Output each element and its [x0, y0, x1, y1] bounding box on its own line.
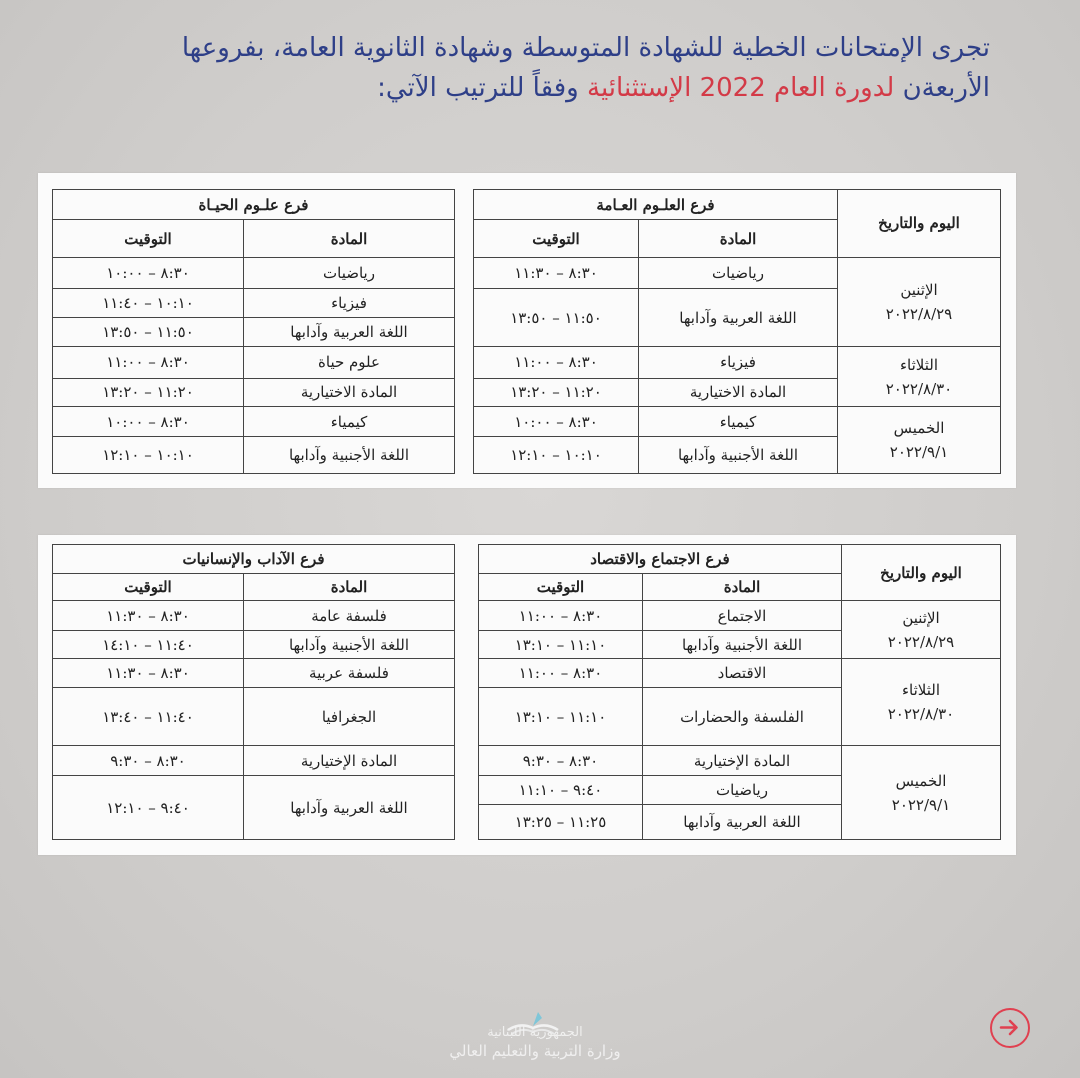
time-cell: ١١:٢٠ – ١٣:٢٠: [474, 378, 639, 406]
subject-cell: فلسفة عربية: [244, 659, 455, 688]
life-sciences-table: [52, 189, 455, 474]
time-cell: ٨:٣٠ – ١١:٣٠: [53, 659, 244, 688]
heading-line-2-start: الأربعةن: [894, 73, 990, 103]
subject-cell: رياضيات: [639, 257, 838, 288]
time-header: التوقيت: [479, 574, 643, 601]
time-cell: ٨:٣٠ – ١١:٣٠: [474, 257, 639, 288]
subject-cell: المادة الإختيارية: [643, 746, 842, 776]
subject-header: المادة: [639, 220, 838, 258]
subject-cell: فلسفة عامة: [244, 601, 455, 631]
subject-header: المادة: [244, 574, 455, 601]
subject-cell: المادة الاختيارية: [244, 378, 455, 406]
day-date-header: اليوم والتاريخ: [838, 190, 1001, 258]
arrow-right-circle-icon: [992, 1010, 1027, 1045]
day-cell: الخميس ٢٠٢٢/٩/١: [842, 746, 1001, 840]
subject-cell: اللغة العربية وآدابها: [643, 805, 842, 840]
time-cell: ٩:٤٠ – ١١:١٠: [479, 776, 643, 805]
subject-cell: كيمياء: [244, 407, 455, 437]
branch-header: فرع العلـوم العـامة: [474, 190, 838, 220]
day-cell: الإثنين ٢٠٢٢/٨/٢٩: [842, 601, 1001, 659]
time-cell: ٨:٣٠ – ١٠:٠٠: [474, 407, 639, 437]
time-cell: ١١:٥٠ – ١٣:٥٠: [474, 289, 639, 347]
humanities-table: [52, 544, 455, 840]
heading-line-2-highlight: لدورة العام 2022 الإستثنائية: [587, 73, 895, 103]
footer-line-1: الجمهورية اللبنانية: [487, 1025, 583, 1040]
time-cell: ١٠:١٠ – ١٢:١٠: [474, 437, 639, 474]
time-cell: ٩:٤٠ – ١٢:١٠: [53, 776, 244, 840]
time-cell: ١١:٤٠ – ١٣:٤٠: [53, 688, 244, 746]
branch-header: فرع علـوم الحيـاة: [53, 190, 455, 220]
footer-line-2: وزارة التربية والتعليم العالي: [449, 1042, 621, 1060]
general-sciences-table: [473, 189, 1001, 474]
time-cell: ٨:٣٠ – ١٠:٠٠: [53, 257, 244, 288]
subject-cell: كيمياء: [639, 407, 838, 437]
time-cell: ١١:٥٠ – ١٣:٥٠: [53, 317, 244, 346]
heading-line-2-end: وفقاً للترتيب الآتي:: [377, 73, 587, 103]
subject-cell: المادة الاختيارية: [639, 378, 838, 406]
subject-header: المادة: [244, 220, 455, 258]
time-cell: ٨:٣٠ – ٩:٣٠: [53, 746, 244, 776]
subject-cell: علوم حياة: [244, 347, 455, 378]
subject-cell: فيزياء: [639, 347, 838, 378]
subject-cell: رياضيات: [244, 257, 455, 288]
time-cell: ٨:٣٠ – ١٠:٠٠: [53, 407, 244, 437]
time-header: التوقيت: [53, 220, 244, 258]
heading-line-2: [60, 68, 990, 108]
day-cell: الإثنين ٢٠٢٢/٨/٢٩: [838, 257, 1001, 346]
subject-cell: اللغة العربية وآدابها: [244, 317, 455, 346]
sociology-economics-table: [478, 544, 1001, 840]
time-cell: ١١:١٠ – ١٣:١٠: [479, 688, 643, 746]
subject-cell: رياضيات: [643, 776, 842, 805]
day-cell: الخميس ٢٠٢٢/٩/١: [838, 407, 1001, 474]
heading-line-1: تجرى الإمتحانات الخطية للشهادة المتوسطة وشهادة الثانوية العامة، بفروعها: [181, 33, 990, 63]
subject-cell: الاجتماع: [643, 601, 842, 631]
subject-cell: اللغة الأجنبية وآدابها: [639, 437, 838, 474]
day-cell: الثلاثاء ٢٠٢٢/٨/٣٠: [842, 659, 1001, 746]
subject-cell: اللغة العربية وآدابها: [244, 776, 455, 840]
time-cell: ٨:٣٠ – ١١:٠٠: [479, 601, 643, 631]
time-cell: ١٠:١٠ – ١٢:١٠: [53, 437, 244, 474]
ministry-footer: [430, 1024, 640, 1060]
branch-header: فرع الاجتماع والاقتصاد: [479, 545, 842, 574]
time-cell: ٨:٣٠ – ٩:٣٠: [479, 746, 643, 776]
time-cell: ١٠:١٠ – ١١:٤٠: [53, 289, 244, 317]
time-cell: ٨:٣٠ – ١١:٣٠: [53, 601, 244, 631]
branch-header: فرع الآداب والإنسانيات: [53, 545, 455, 574]
next-button[interactable]: [990, 1008, 1030, 1048]
time-cell: ٨:٣٠ – ١١:٠٠: [53, 347, 244, 378]
subject-cell: الفلسفة والحضارات: [643, 688, 842, 746]
subject-cell: الجغرافيا: [244, 688, 455, 746]
time-cell: ١١:٢٠ – ١٣:٢٠: [53, 378, 244, 406]
time-cell: ١١:١٠ – ١٣:١٠: [479, 631, 643, 659]
subject-cell: فيزياء: [244, 289, 455, 317]
subject-cell: اللغة الأجنبية وآدابها: [643, 631, 842, 659]
time-cell: ١١:٤٠ – ١٤:١٠: [53, 631, 244, 659]
time-cell: ٨:٣٠ – ١١:٠٠: [474, 347, 639, 378]
time-cell: ٨:٣٠ – ١١:٠٠: [479, 659, 643, 688]
subject-cell: اللغة الأجنبية وآدابها: [244, 437, 455, 474]
day-cell: الثلاثاء ٢٠٢٢/٨/٣٠: [838, 347, 1001, 407]
subject-cell: اللغة الأجنبية وآدابها: [244, 631, 455, 659]
time-header: التوقيت: [474, 220, 639, 258]
time-cell: ١١:٢٥ – ١٣:٢٥: [479, 805, 643, 840]
page-heading: [60, 28, 990, 108]
subject-header: المادة: [643, 574, 842, 601]
subject-cell: المادة الإختيارية: [244, 746, 455, 776]
time-header: التوقيت: [53, 574, 244, 601]
subject-cell: الاقتصاد: [643, 659, 842, 688]
day-date-header: اليوم والتاريخ: [842, 545, 1001, 601]
subject-cell: اللغة العربية وآدابها: [639, 289, 838, 347]
